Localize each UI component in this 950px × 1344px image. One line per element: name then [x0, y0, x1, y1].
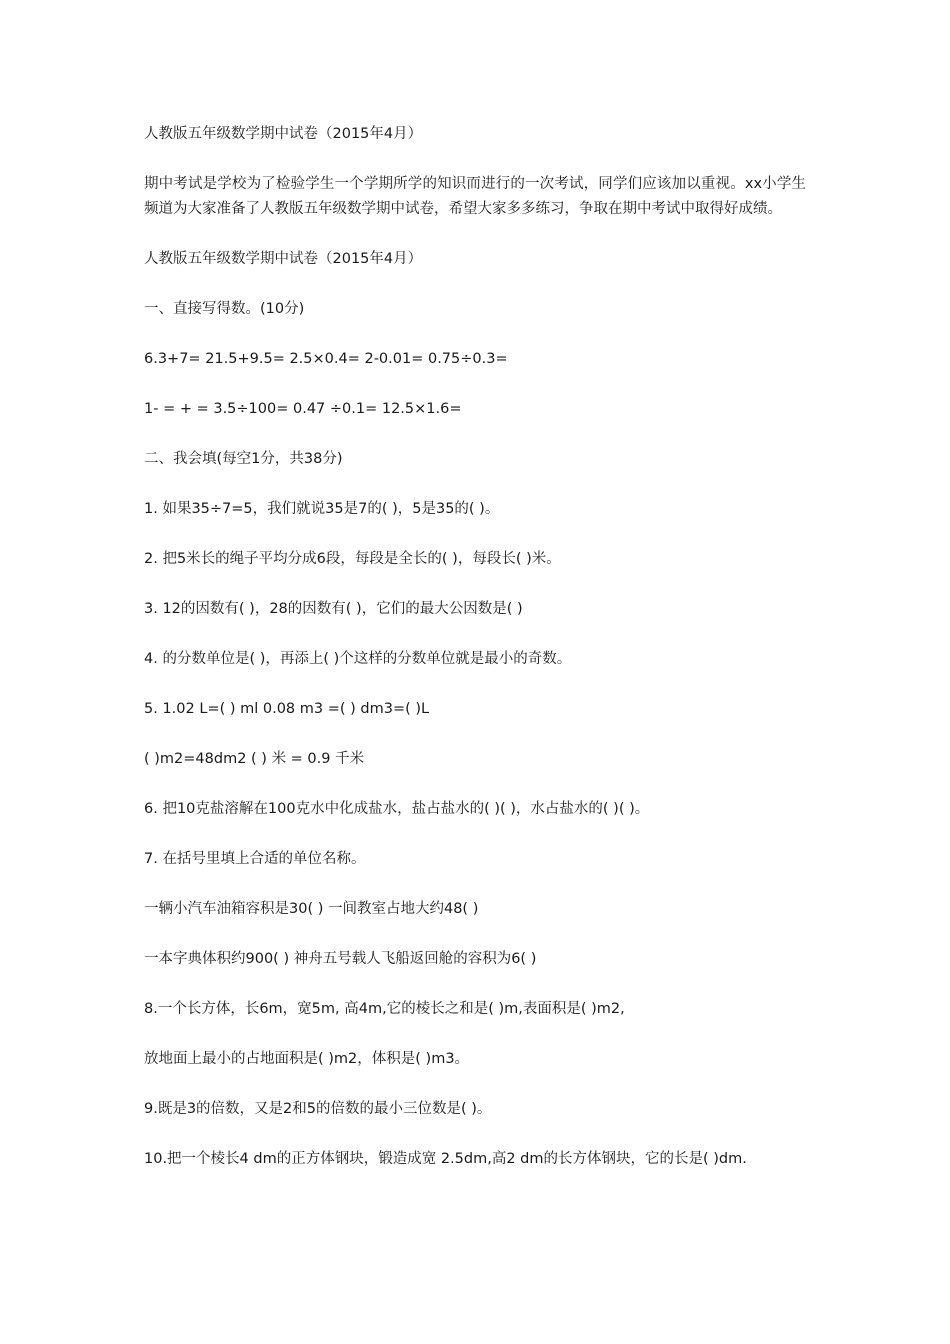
- section-1-heading: 一、直接写得数。(10分): [144, 301, 305, 317]
- intro-paragraph: 期中考试是学校为了检验学生一个学期所学的知识而进行的一次考试，同学们应该加以重视。xx小学生频道为大家准备了人教版五年级数学期中试卷，希望大家多多练习，争取在期中考试中取得好成绩。: [144, 176, 806, 217]
- section-2-heading: 二、我会填(每空1分，共38分): [144, 451, 343, 467]
- question-2: 2. 把5米长的绳子平均分成6段，每段是全长的( )，每段长( )米。: [144, 551, 561, 567]
- question-8-line-1: 8.一个长方体，长6m，宽5m, 高4m,它的棱长之和是( )m,表面积是( )m2,: [144, 1001, 625, 1017]
- question-5-line-1: 5. 1.02 L=( ) ml 0.08 m3 =( ) dm3=( )L: [144, 701, 430, 717]
- question-3: 3. 12的因数有( )，28的因数有( )，它们的最大公因数是( ): [144, 601, 523, 617]
- question-7-line-2: 一本字典体积约900( ) 神舟五号载人飞船返回舱的容积为6( ): [144, 951, 537, 967]
- question-6: 6. 把10克盐溶解在100克水中化成盐水，盐占盐水的( )( )，水占盐水的( )( )。: [144, 801, 650, 817]
- question-8-line-2: 放地面上最小的占地面积是( )m2，体积是( )m3。: [144, 1051, 470, 1067]
- question-7-line-1: 一辆小汽车油箱容积是30( ) 一间教室占地大约48( ): [144, 901, 479, 917]
- exam-title: 人教版五年级数学期中试卷（2015年4月）: [144, 251, 423, 267]
- question-9: 9.既是3的倍数，又是2和5的倍数的最小三位数是( )。: [144, 1101, 492, 1117]
- question-4: 4. 的分数单位是( )，再添上( )个这样的分数单位就是最小的奇数。: [144, 651, 572, 667]
- doc-title: 人教版五年级数学期中试卷（2015年4月）: [144, 126, 423, 142]
- question-7: 7. 在括号里填上合适的单位名称。: [144, 851, 366, 867]
- question-5-line-2: ( )m2=48dm2 ( ) 米 = 0.9 千米: [144, 751, 365, 767]
- calc-row-1: 6.3+7= 21.5+9.5= 2.5×0.4= 2-0.01= 0.75÷0.3=: [144, 351, 508, 367]
- question-10: 10.把一个棱长4 dm的正方体钢块，锻造成宽 2.5dm,高2 dm的长方体钢块，它的长是( )dm.: [144, 1151, 747, 1167]
- calc-row-2: 1- = + = 3.5÷100= 0.47 ÷0.1= 12.5×1.6=: [144, 401, 462, 417]
- question-1: 1. 如果35÷7=5，我们就说35是7的( )，5是35的( )。: [144, 501, 500, 517]
- document-body: [144, 122, 806, 1197]
